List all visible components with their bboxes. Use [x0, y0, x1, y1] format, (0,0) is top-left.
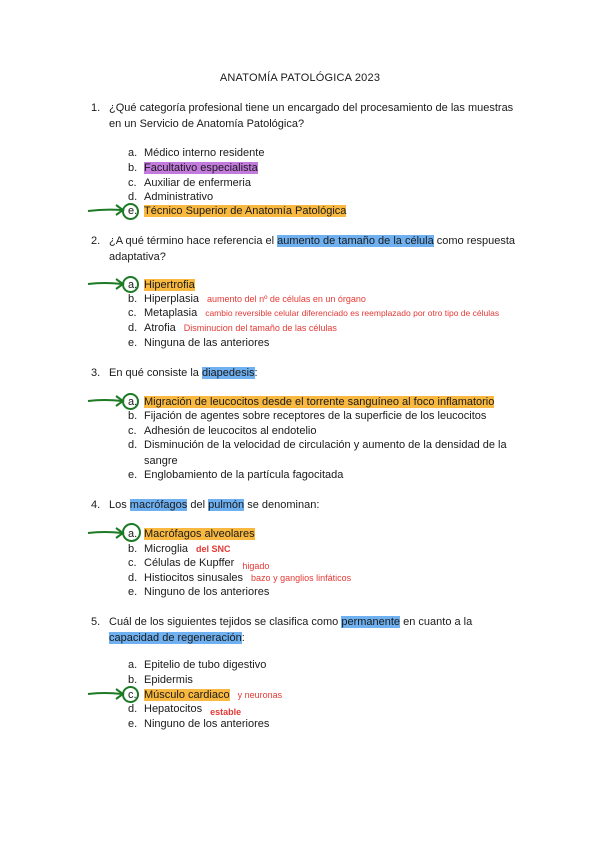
answer-arrow-icon [86, 526, 126, 540]
handwritten-note: cambio reversible celular diferenciado es reemplazado por otro tipo de células [205, 308, 500, 318]
answer-arrow-icon [86, 687, 126, 701]
question-3 [91, 365, 531, 381]
option-3e: e. Englobamiento de la partícula fagocitada [128, 469, 344, 481]
option-4e: e. Ninguno de los anteriores [128, 586, 270, 598]
highlight: Macrófagos alveolares [144, 528, 255, 540]
option-4c: c. Células de Kupffer $_{higado}$ [128, 557, 270, 571]
option-5c: c. Músculo cardiaco y neuronas [128, 689, 283, 701]
option-2a: a. Hipertrofia [128, 279, 195, 291]
highlight: Facultativo especialista [144, 162, 258, 174]
option-2b: b. Hiperplasia aumento del nº de células en un órgano [128, 293, 366, 305]
handwritten-note: del SNC [196, 544, 231, 554]
question-text: Cuál de los siguientes tejidos se clasifica como permanente en cuanto a la capacidad de regeneración: [109, 616, 473, 644]
highlight: permanente [341, 616, 401, 628]
handwritten-note: estable [210, 707, 242, 717]
highlight: Migración de leucocitos desde el torrente sanguíneo al foco inflamatorio [144, 396, 495, 408]
option-3c: c. Adhesión de leucocitos al endotelio [128, 425, 317, 437]
answer-circle-icon [122, 203, 139, 220]
highlight: macrófagos [129, 499, 188, 511]
answer-arrow-icon [86, 394, 126, 408]
option-5d: d. Hepatocitos $_{estable}$ [128, 703, 242, 717]
handwritten-note: y neuronas [237, 690, 283, 700]
highlight: Músculo cardiaco [144, 689, 230, 701]
highlight: pulmón [208, 499, 245, 511]
option-2d: d. Atrofia Disminucion del tamaño de las células [128, 322, 337, 334]
option-3a: a. Migración de leucocitos desde el torrente sanguíneo al foco inflamatorio [128, 396, 495, 408]
highlight: aumento de tamaño de la célula [277, 235, 434, 247]
option-2c: c. Metaplasia cambio reversible celular diferenciado es reemplazado por otro tipo de células [128, 307, 500, 319]
option-3d: d. Disminución de la velocidad de circulación y aumento de la densidad de la sangre [128, 439, 507, 467]
option-5b: b. Epidermis [128, 674, 193, 686]
option-1e: e. Técnico Superior de Anatomía Patológica [128, 205, 347, 217]
handwritten-note: aumento del nº de células en un órgano [207, 294, 366, 304]
highlight: Hipertrofia [144, 279, 195, 291]
option-1d: d. Administrativo [128, 191, 214, 203]
highlight: diapedesis [201, 367, 255, 379]
question-number: 3. [91, 367, 101, 379]
question-text: En qué consiste la diapedesis: [109, 367, 258, 379]
answer-circle-icon [122, 393, 139, 410]
question-2 [91, 233, 531, 265]
answer-arrow-icon [86, 277, 126, 291]
option-1c: c. Auxiliar de enfermeria [128, 177, 251, 189]
question-5 [91, 614, 531, 646]
option-4b: b. Microglia del SNC [128, 543, 231, 555]
handwritten-note: bazo y ganglios linfáticos [251, 573, 352, 583]
question-number: 1. [91, 102, 101, 114]
question-text: ¿A qué término hace referencia el aumento de tamaño de la célula como respuesta adaptativa? [109, 235, 516, 263]
option-5a: a. Epitelio de tubo digestivo [128, 659, 267, 671]
option-4d: d. Histiocitos sinusales bazo y ganglios linfáticos [128, 572, 352, 584]
answer-arrow-icon [86, 203, 126, 217]
highlight: Técnico Superior de Anatomía Patológica [144, 205, 347, 217]
answer-circle-icon [122, 686, 139, 703]
question-number: 4. [91, 499, 101, 511]
handwritten-note: Disminucion del tamaño de las células [183, 323, 337, 333]
page-title: ANATOMÍA PATOLÓGICA 2023 [219, 72, 381, 84]
question-text: Los macrófagos del pulmón se denominan: [109, 499, 320, 511]
highlight: capacidad de regeneración [109, 632, 242, 644]
question-number: 5. [91, 616, 101, 628]
answer-circle-icon [122, 276, 139, 293]
question-1 [91, 100, 531, 132]
question-4 [91, 497, 531, 513]
answer-circle-icon [122, 523, 141, 542]
handwritten-note: higado [242, 561, 270, 571]
question-number: 2. [91, 235, 101, 247]
option-3b: b. Fijación de agentes sobre receptores de la superficie de los leucocitos [128, 410, 487, 422]
question-text: ¿Qué categoría profesional tiene un encargado del procesamiento de las muestras en un Servicio de Anatomía Patológica? [109, 102, 514, 130]
option-4a: a. Macrófagos alveolares [128, 528, 255, 540]
option-2e: e. Ninguna de las anteriores [128, 337, 270, 349]
option-5e: e. Ninguno de los anteriores [128, 718, 270, 730]
option-1b: b. Facultativo especialista [128, 162, 258, 174]
option-1a: a. Médico interno residente [128, 147, 265, 159]
